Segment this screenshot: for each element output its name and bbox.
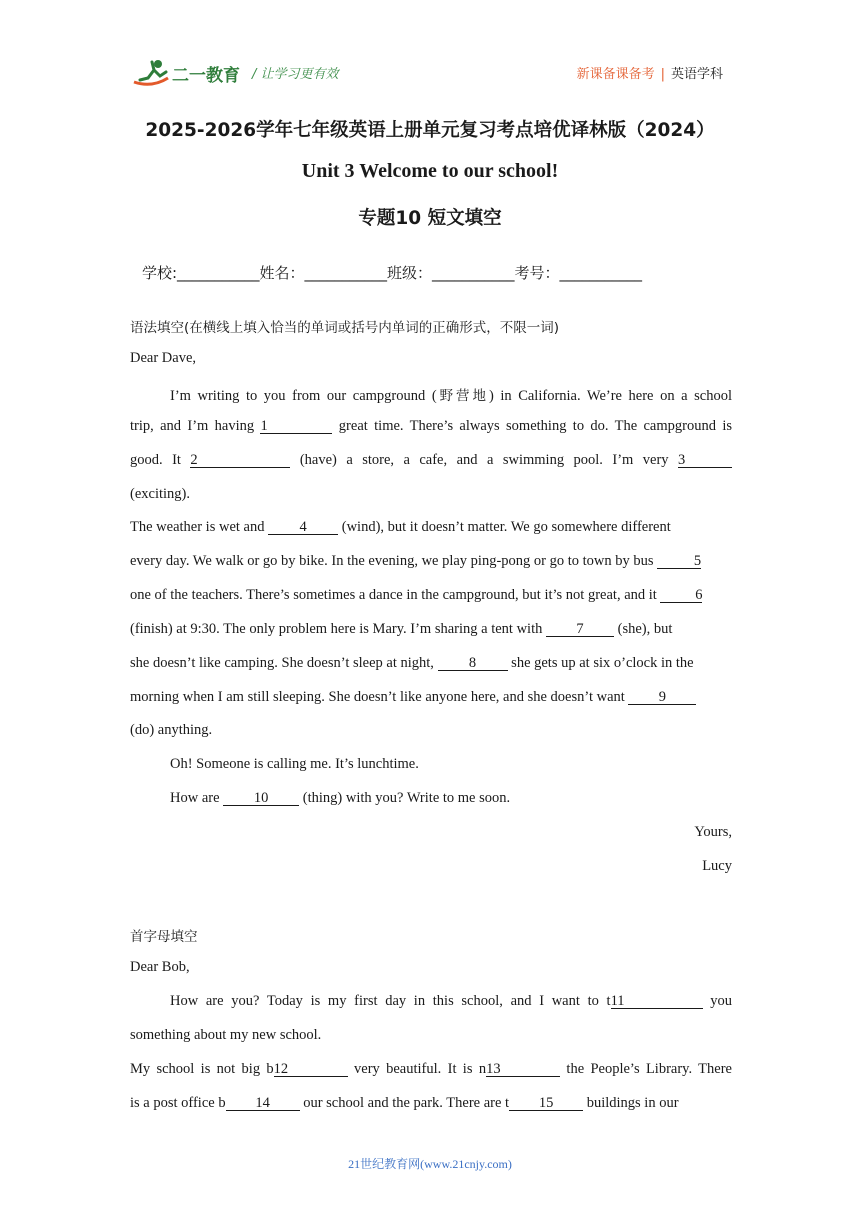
footer-link[interactable]: 21世纪教育网(www.21cnjy.com)	[348, 1157, 512, 1171]
blank-2[interactable]: 2	[190, 453, 290, 468]
passage1-line: one of the teachers. There’s sometimes a dance in the campground, but it’s not great, and it 6	[130, 587, 703, 603]
section2-greeting: Dear Bob,	[130, 959, 190, 975]
passage1-line: Oh! Someone is calling me. It’s lunchtime.	[170, 756, 419, 772]
runner-logo-icon	[132, 58, 244, 90]
passage1-line: I’m writing to you from our campground (野营地) in California. We’re here on a school	[170, 388, 732, 404]
letter-closing: Yours,	[694, 824, 732, 840]
brand-label: 新课备课备考	[576, 67, 655, 82]
passage2-line: is a post office b 14 our school and the park. There are t 15 buildings in our	[130, 1095, 679, 1111]
passage1-line: The weather is wet and 4 (wind), but it doesn’t matter. We go somewhere different	[130, 519, 671, 535]
blank-13[interactable]: 13	[486, 1062, 560, 1077]
blank-4[interactable]: 4	[268, 520, 338, 535]
passage1-line: morning when I am still sleeping. She doesn’t like anyone here, and she doesn’t want 9	[130, 689, 732, 706]
topic-title: 专题10 短文填空	[358, 208, 502, 229]
passage1-line: trip, and I’m having 1 great time. There’s always something to do. The campground is	[130, 418, 732, 434]
student-info-line: 学校:___________姓名：___________班级：___________考号：___________	[142, 264, 643, 282]
logo	[132, 58, 244, 90]
blank-12[interactable]: 12	[274, 1062, 348, 1077]
section1-heading: 语法填空(在横线上填入恰当的单词或括号内单词的正确形式，不限一词)	[130, 320, 560, 336]
passage1-line: (do) anything.	[130, 722, 213, 738]
passage2-line: How are you? Today is my first day in this school, and I want to t11 you	[170, 993, 732, 1009]
passage1-line: How are 10 (thing) with you? Write to me soon.	[170, 790, 511, 806]
header-right	[577, 63, 723, 82]
section2-heading: 首字母填空	[130, 929, 198, 945]
passage2-line: something about my new school.	[130, 1027, 322, 1043]
blank-3[interactable]: 3	[678, 453, 732, 468]
passage1-line: good. It 2 (have) a store, a cafe, and a swimming pool. I’m very 3	[130, 452, 732, 469]
passage1-line: every day. We walk or go by bike. In the evening, we play ping-pong or go to town by bus 5	[130, 553, 702, 569]
blank-6[interactable]: 6	[660, 588, 702, 603]
header-separator: |	[660, 67, 665, 82]
logo-text: 二一教育	[172, 66, 240, 86]
blank-8[interactable]: 8	[438, 656, 508, 671]
document-title: 2025-2026学年七年级英语上册单元复习考点培优译林版（2024）	[145, 120, 715, 141]
letter-signature: Lucy	[702, 858, 732, 874]
passage2-line: My school is not big b12 very beautiful. It is n13 the People’s Library. There	[130, 1061, 732, 1077]
passage1-line: (exciting).	[130, 486, 190, 502]
blank-1[interactable]: 1	[260, 419, 332, 434]
blank-9[interactable]: 9	[628, 690, 696, 705]
blank-5[interactable]: 5	[657, 554, 701, 569]
passage1-line: (finish) at 9:30. The only problem here is Mary. I’m sharing a tent with 7 (she), but	[130, 621, 673, 637]
passage1-line: she doesn’t like camping. She doesn’t sleep at night, 8 she gets up at six o’clock in the	[130, 655, 694, 671]
slogan: / 让学习更有效	[252, 67, 339, 82]
blank-10[interactable]: 10	[223, 791, 299, 806]
blank-14[interactable]: 14	[226, 1096, 300, 1111]
blank-7[interactable]: 7	[546, 622, 614, 637]
subject-label: 英语学科	[670, 67, 723, 82]
blank-11[interactable]: 11	[611, 994, 703, 1009]
blank-15[interactable]: 15	[509, 1096, 583, 1111]
unit-title: Unit 3 Welcome to our school!	[301, 160, 559, 182]
section1-greeting: Dear Dave,	[130, 350, 197, 366]
